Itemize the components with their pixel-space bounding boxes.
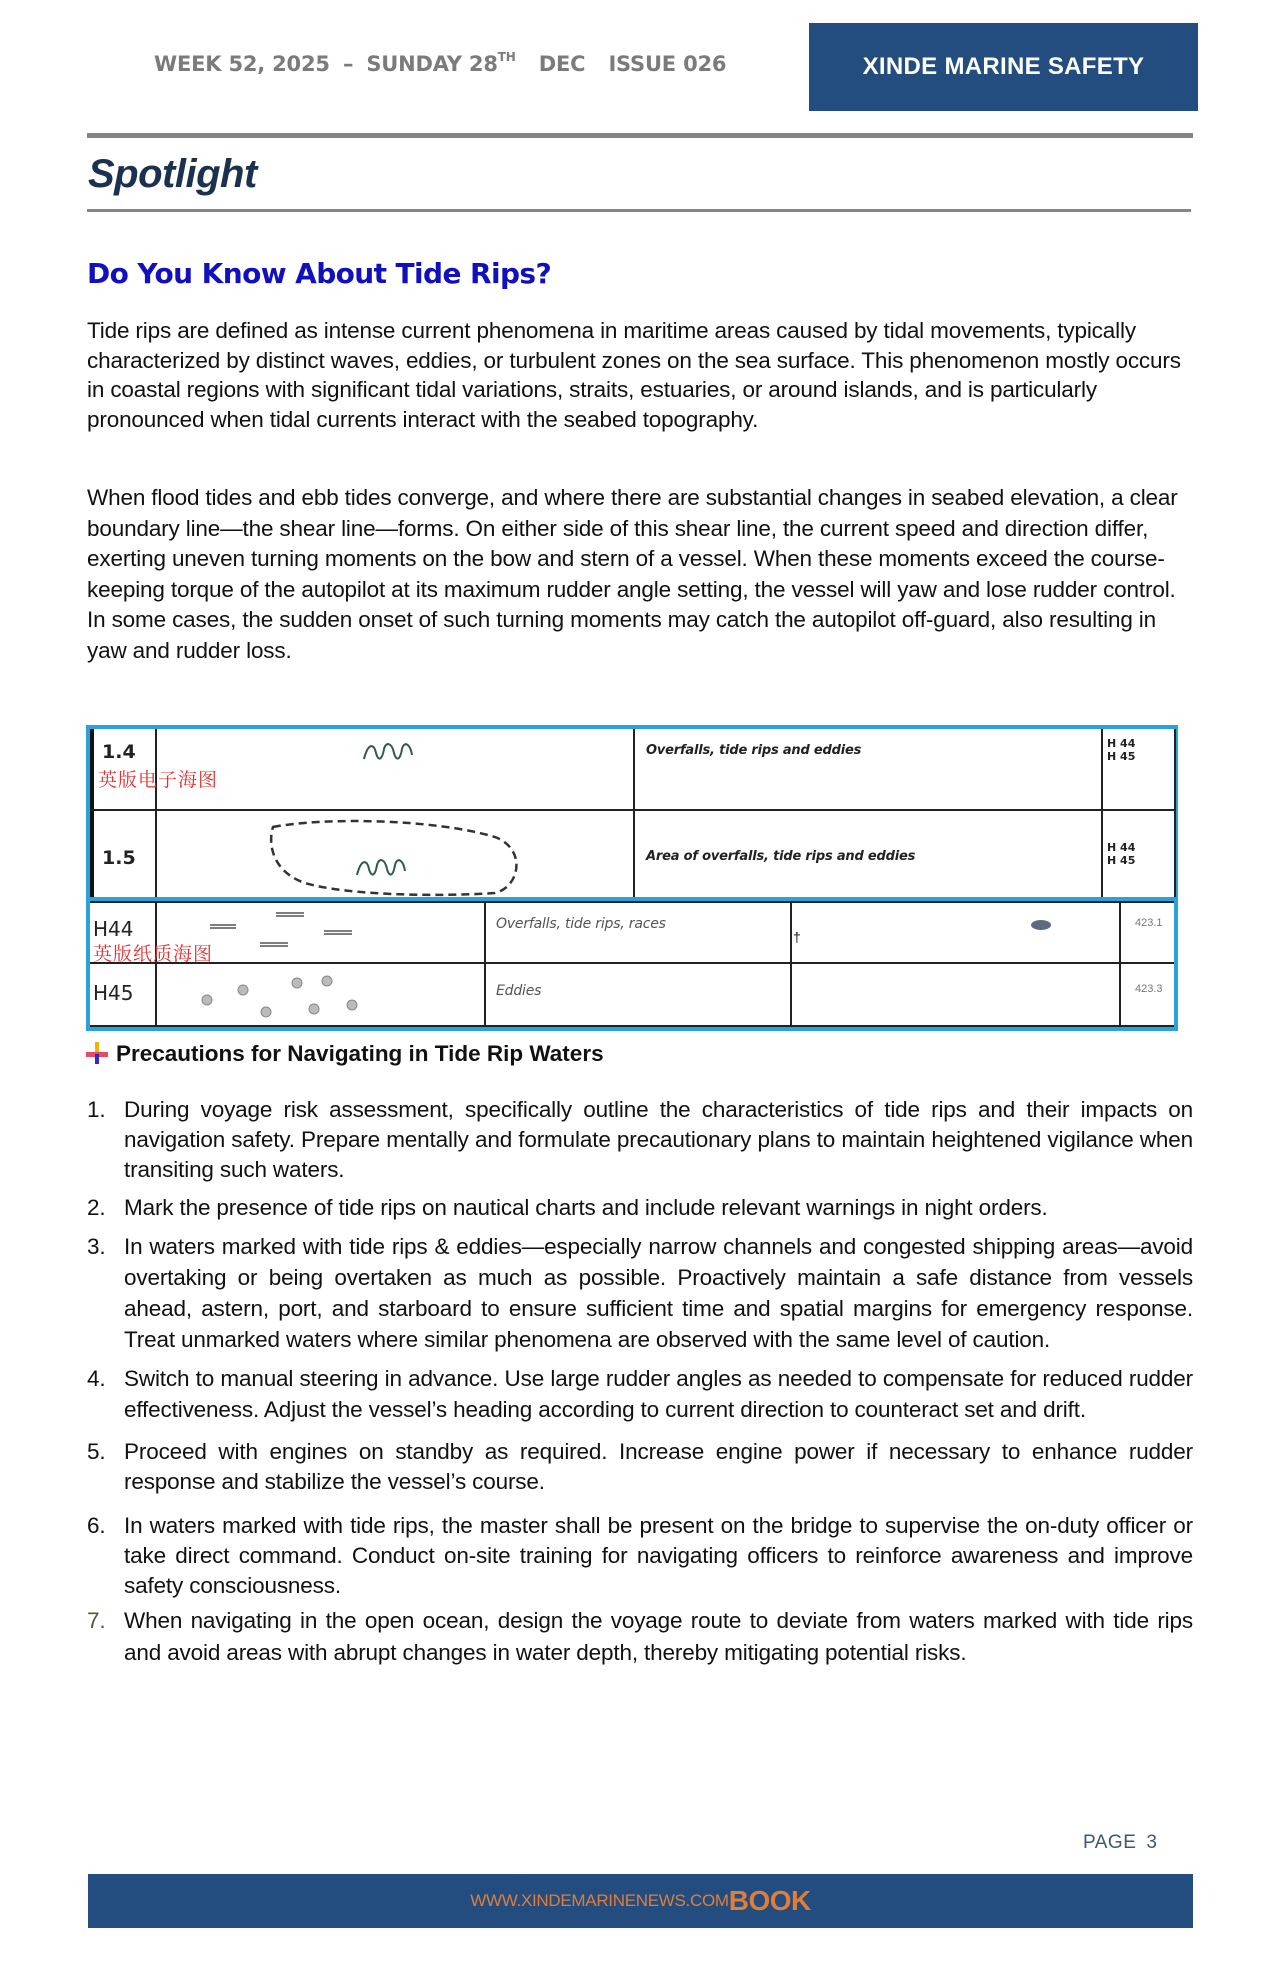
symbol-description: Area of overfalls, tide rips and eddies [646,849,916,864]
week-label: WEEK 52, 2025 [154,52,330,76]
brand-banner [809,23,1198,111]
day-suffix: TH [497,50,516,64]
intro-paragraph: Tide rips are defined as intense current phenomena in maritime areas caused by tidal movements, typically characterized by distinct waves, eddies, or turbulent zones on the sea surface. This phenomenon mostly occurs in coastal regions with significant tidal variations, straits, estuaries, or around islands, and is particularly pronounced when tidal currents interact with the seabed topography. [87,318,1181,432]
list-item: 5. Proceed with engines on standby as required. Increase engine power if necessary to enhance rudder response and stabilize the vessel’s course. [87,1439,1193,1494]
symbol-code: 1.5 [102,847,136,869]
symbol-description: Overfalls, tide rips, races [496,916,666,932]
symbol-ref: H 44 H 45 [1107,737,1136,763]
day-label: SUNDAY 28 [366,52,498,76]
list-item: 3. In waters marked with tide rips & eddies—especially narrow channels and congested shipping areas—avoid overtaking or being overtaken as much as possible. Proactively maintain a safe distance from vessels ahead, astern, port, and starboard to ensure sufficient time and spatial margins for emergency response. Treat unmarked waters where similar phenomena are observed with the same level of caution. [87,1234,1193,1352]
list-item: 7. When navigating in the open ocean, design the voyage route to deviate from waters marked with tide rips and avoid areas with abrupt changes in water depth, thereby mitigating potential risks. [87,1608,1193,1665]
shear-line-paragraph: When flood tides and ebb tides converge, and where there are substantial changes in seabed elevation, a clear boundary line—the shear line—forms. On either side of this shear line, the current speed and direction differ, exerting uneven turning moments on the bow and stern of a vessel. When these moments exceed the course-keeping torque of the autopilot at its maximum rudder angle setting, the vessel will yaw and lose rudder control. In some cases, the sudden onset of such turning moments may catch the autopilot off-guard, also resulting in yaw and rudder loss. [87,485,1178,663]
article-title: Do You Know About Tide Rips? [87,257,552,290]
symbol-ref: 423.1 [1135,917,1163,929]
symbol-description: Eddies [496,983,542,999]
page-number [1083,1832,1157,1854]
page-value: 3 [1146,1832,1158,1853]
brand-name: XINDE MARINE SAFETY [862,53,1145,80]
footer-url-link[interactable]: WWW.XINDEMARINENEWS.COM [470,1891,729,1910]
footer-book-label: BOOK [728,1885,811,1916]
page-label: PAGE [1083,1832,1137,1853]
symbol-code: H45 [93,981,134,1005]
list-item: 4. Switch to manual steering in advance. Use large rudder angles as needed to compensate for reduced rudder effectiveness. Adjust the vessel’s heading according to current direction to counteract set and drift. [87,1366,1193,1422]
list-item: 2. Mark the presence of tide rips on nautical charts and include relevant warnings in night orders. [87,1195,1048,1220]
chart-symbols-figure [86,725,1178,1031]
tide-rip-wave-icon [362,741,432,763]
race-symbol-icon [1030,918,1052,932]
precautions-heading [86,1041,604,1067]
paper-chart-label: 英版纸质海图 [93,943,214,965]
date-dash: – [342,52,354,76]
precautions-list [87,1095,1193,1669]
symbol-description: Overfalls, tide rips and eddies [646,743,862,758]
intl-mark: † [793,929,801,945]
issue-date-line [154,50,726,76]
electronic-chart-label: 英版电子海图 [98,769,219,791]
precautions-title: Precautions for Navigating in Tide Rip Waters [116,1041,604,1066]
electronic-chart-symbol-table [86,725,1178,900]
symbol-ref: H 44 H 45 [1107,841,1136,867]
section-title: Spotlight [88,152,257,196]
list-item: 6. In waters marked with tide rips, the master shall be present on the bridge to supervise the on-duty officer or take direct command. Conduct on-site training for navigating officers to reinforce awareness and improve safety consciousness. [87,1513,1193,1598]
month-label: DEC [538,52,586,76]
overfalls-icon [210,907,430,957]
eddies-icon [190,965,390,1025]
footer-bar [88,1874,1193,1928]
section-divider [87,209,1191,212]
top-divider [87,133,1193,138]
symbol-ref: 423.3 [1135,983,1163,995]
area-tide-rip-icon [265,817,525,897]
list-item: 1. During voyage risk assessment, specifically outline the characteristics of tide rips and their impacts on navigation safety. Prepare mentally and formulate precautionary plans to maintain heightened vigilance when transiting such waters. [87,1097,1193,1182]
bullet-cross-icon [86,1042,108,1066]
symbol-code: H44 [93,917,134,941]
issue-label: ISSUE 026 [608,52,727,76]
paper-chart-symbol-table [86,897,1178,1031]
symbol-code: 1.4 [102,741,136,763]
